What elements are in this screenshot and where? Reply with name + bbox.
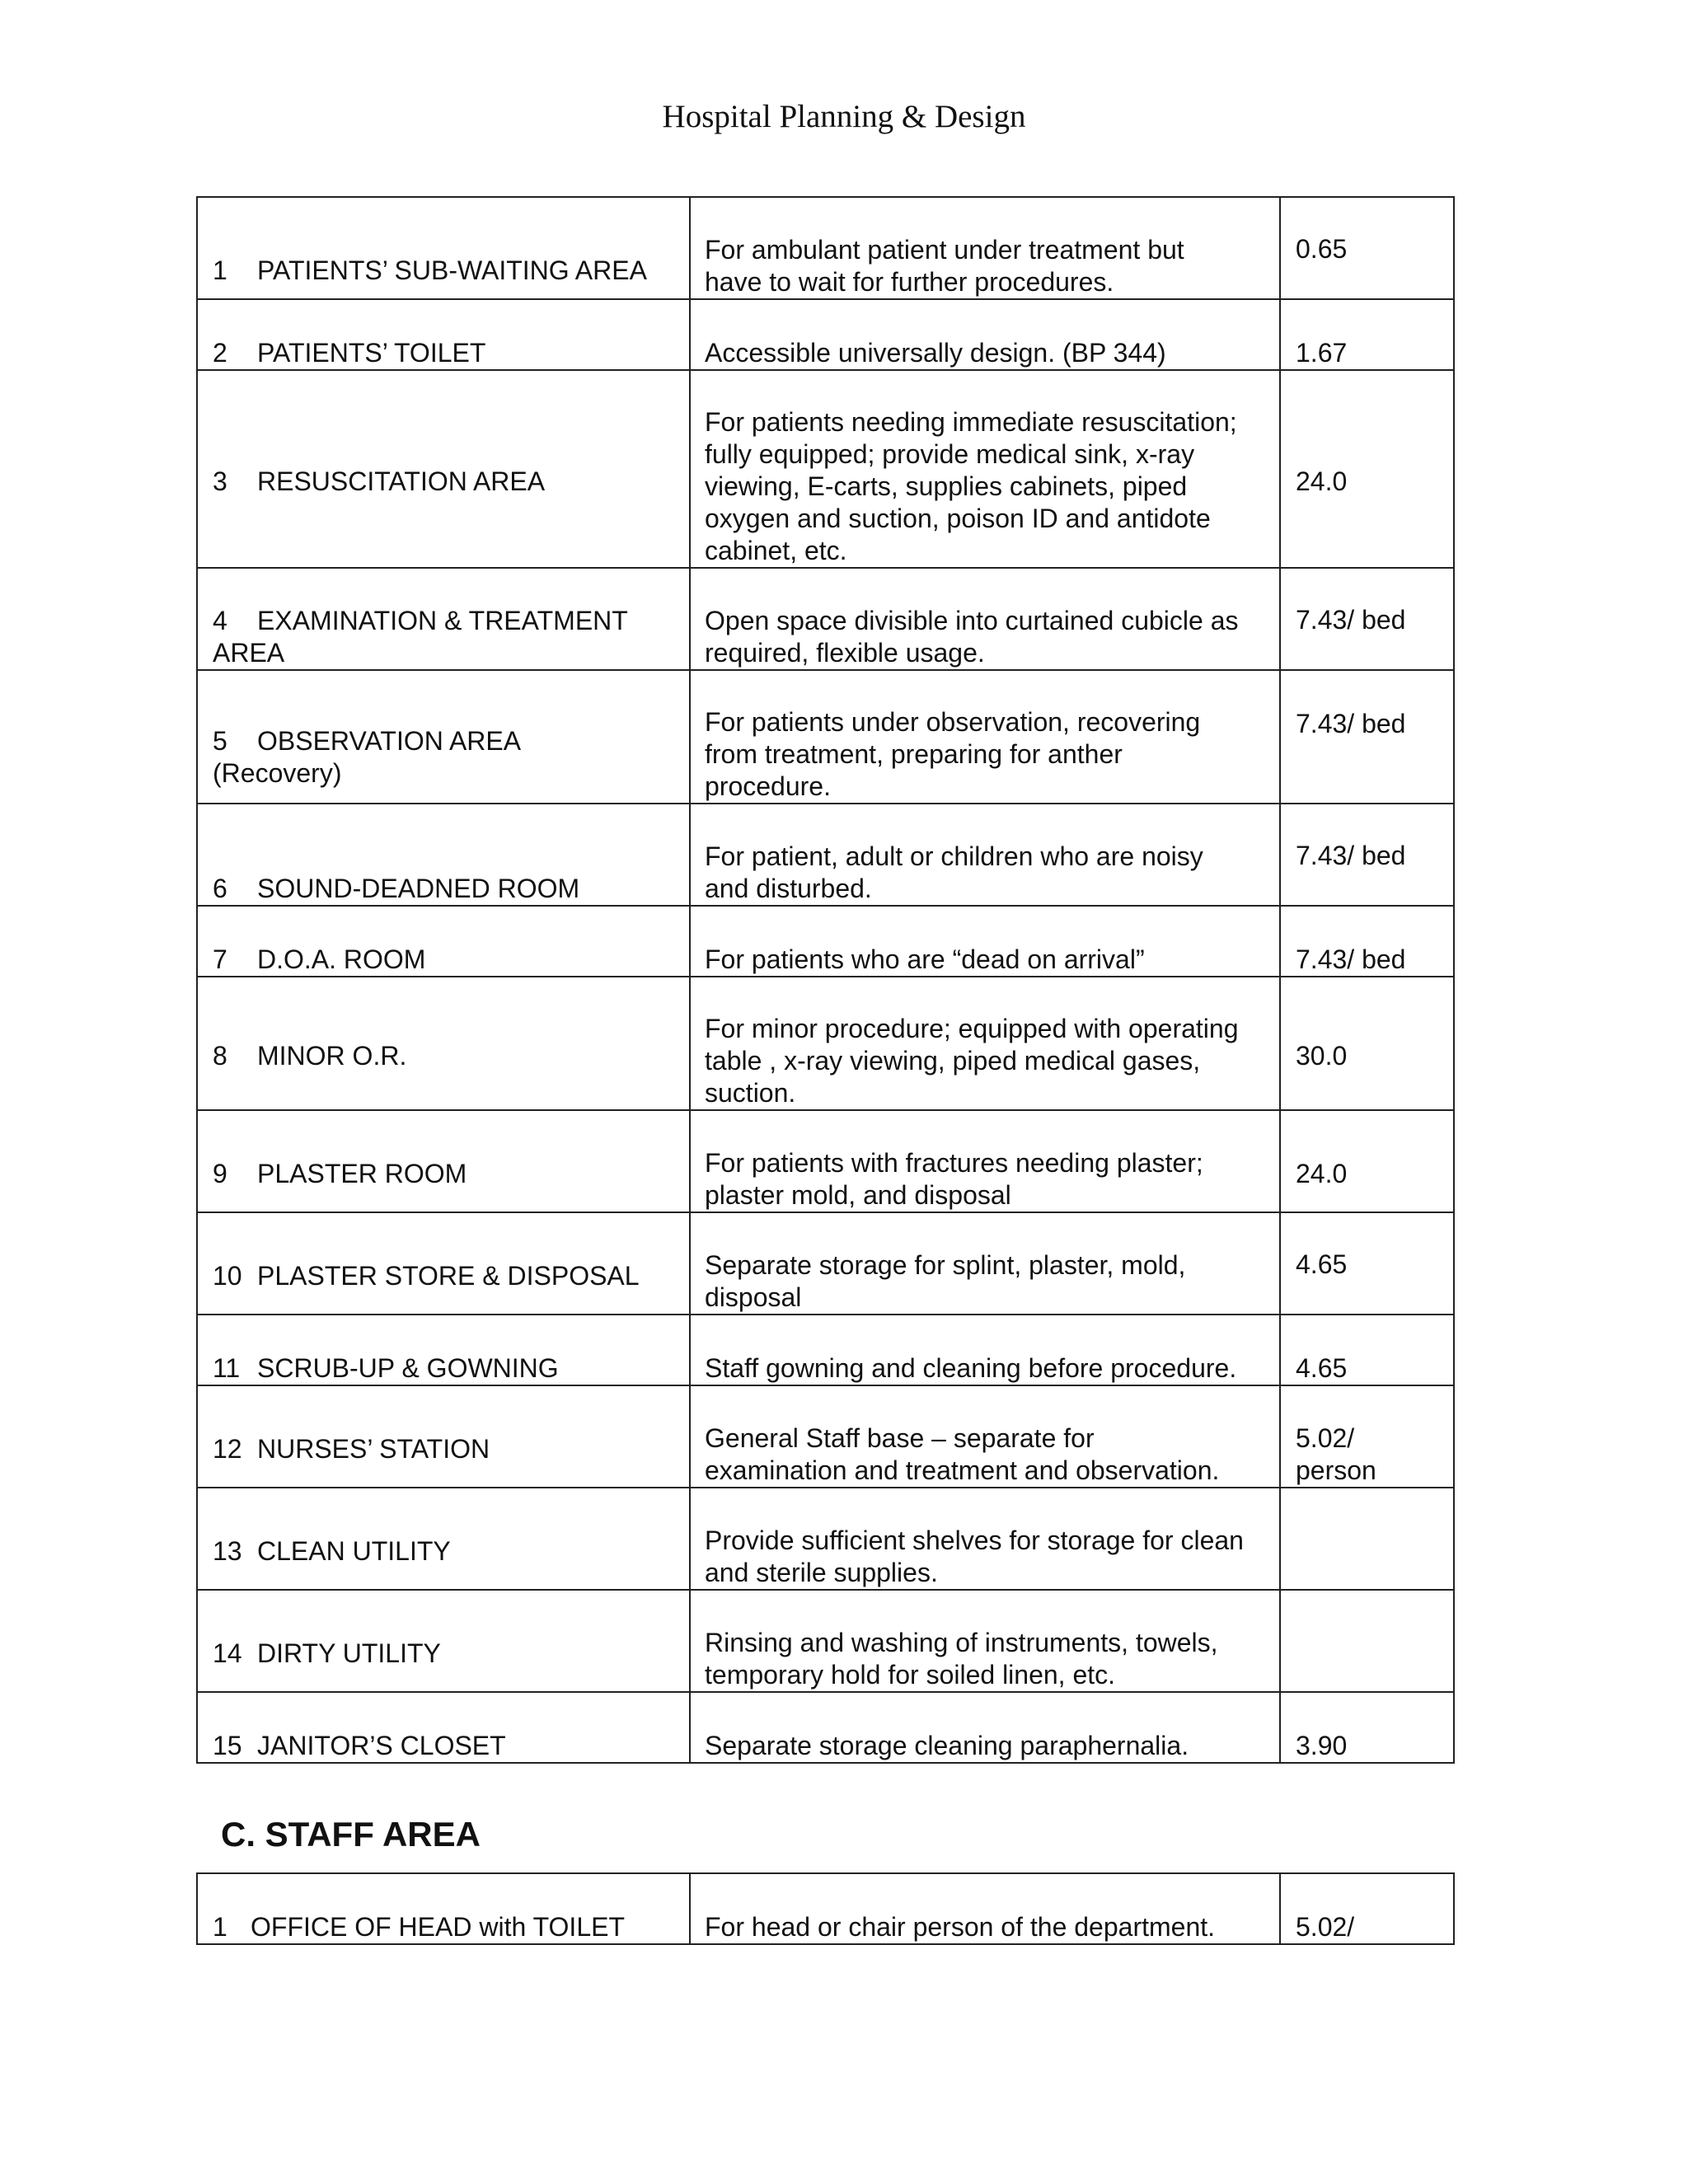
space-cell — [197, 670, 690, 804]
space-name: RESUSCITATION AREA — [257, 466, 546, 496]
table-row — [197, 568, 1454, 670]
remarks-text: Provide sufficient shelves for storage for clean and sterile supplies. — [705, 1526, 1244, 1587]
remarks-text: Staff gowning and cleaning before procedure. — [705, 1353, 1237, 1383]
remarks-cell — [690, 1590, 1280, 1692]
table-row — [197, 1590, 1454, 1692]
space-name: SOUND-DEADNED ROOM — [257, 874, 580, 903]
space-cell — [197, 197, 690, 299]
space-name: PATIENTS’ TOILET — [257, 338, 486, 368]
row-number: 6 — [213, 874, 227, 903]
table-row — [197, 1385, 1454, 1488]
remarks-text: For ambulant patient under treatment but have to wait for further procedures. — [705, 235, 1184, 297]
remarks-cell — [690, 370, 1280, 568]
area-value: 3.90 — [1296, 1731, 1348, 1760]
row-number: 11 — [213, 1353, 241, 1383]
remarks-text: For patient, adult or children who are noisy and disturbed. — [705, 841, 1203, 903]
area-value: 7.43/ bed — [1296, 841, 1406, 870]
area-cell — [1280, 1212, 1454, 1315]
area-value: 4.65 — [1296, 1353, 1348, 1383]
row-number: 3 — [213, 466, 227, 496]
space-cell — [197, 1315, 690, 1385]
page-title: Hospital Planning & Design — [662, 99, 1026, 134]
remarks-cell — [690, 1212, 1280, 1315]
row-number: 15 — [213, 1731, 242, 1760]
space-cell — [197, 1692, 690, 1763]
area-value: 30.0 — [1296, 1040, 1348, 1071]
space-cell — [197, 1110, 690, 1212]
remarks-cell — [690, 1873, 1280, 1944]
remarks-text: Open space divisible into curtained cubicle as required, flexible usage. — [705, 606, 1239, 668]
remarks-text: Accessible universally design. (BP 344) — [705, 338, 1166, 368]
remarks-cell — [690, 299, 1280, 370]
section-heading: C. STAFF AREA — [221, 1815, 481, 1854]
area-cell — [1280, 568, 1454, 670]
space-cell — [197, 568, 690, 670]
space-cell — [197, 299, 690, 370]
remarks-cell — [690, 1692, 1280, 1763]
remarks-text: For minor procedure; equipped with operating table , x-ray viewing, piped medical gases, suction. — [705, 1014, 1239, 1108]
remarks-cell — [690, 906, 1280, 977]
area-cell — [1280, 1692, 1454, 1763]
area-value: 5.02/ person — [1296, 1423, 1376, 1485]
row-number: 14 — [213, 1638, 242, 1668]
space-name: PATIENTS’ SUB-WAITING AREA — [257, 255, 647, 285]
area-cell — [1280, 804, 1454, 906]
space-cell — [197, 370, 690, 568]
remarks-text: For head or chair person of the department. — [705, 1912, 1216, 1942]
area-value: 4.65 — [1296, 1249, 1348, 1279]
row-number: 7 — [213, 944, 227, 974]
remarks-cell — [690, 670, 1280, 804]
remarks-cell — [690, 568, 1280, 670]
remarks-cell — [690, 1110, 1280, 1212]
row-number: 9 — [213, 1158, 227, 1188]
table-row — [197, 1873, 1454, 1944]
row-number: 10 — [213, 1260, 242, 1291]
area-cell — [1280, 1110, 1454, 1212]
space-name: PLASTER STORE & DISPOSAL — [257, 1260, 640, 1291]
remarks-text: Rinsing and washing of instruments, towels, temporary hold for soiled linen, etc. — [705, 1628, 1218, 1690]
row-number: 5 — [213, 726, 227, 756]
space-requirements-table — [196, 196, 1455, 1764]
space-cell — [197, 906, 690, 977]
remarks-text: Separate storage for splint, plaster, mold, disposal — [705, 1250, 1186, 1312]
area-value: 7.43/ bed — [1296, 944, 1406, 974]
space-cell — [197, 1873, 690, 1944]
space-name: SCRUB-UP & GOWNING — [257, 1353, 559, 1383]
space-name: PLASTER ROOM — [257, 1158, 467, 1188]
area-cell — [1280, 906, 1454, 977]
remarks-text: Separate storage cleaning paraphernalia. — [705, 1731, 1189, 1760]
row-number: 12 — [213, 1433, 242, 1464]
space-cell — [197, 1385, 690, 1488]
area-value: 0.65 — [1296, 234, 1348, 264]
table-row — [197, 1110, 1454, 1212]
area-cell — [1280, 370, 1454, 568]
space-cell — [197, 977, 690, 1110]
table-row — [197, 804, 1454, 906]
staff-area-table — [196, 1872, 1455, 1945]
remarks-text: For patients who are “dead on arrival” — [705, 944, 1145, 974]
area-value: 1.67 — [1296, 338, 1348, 368]
table-row — [197, 370, 1454, 568]
space-cell — [197, 1212, 690, 1315]
remarks-cell — [690, 804, 1280, 906]
space-name: CLEAN UTILITY — [257, 1535, 451, 1566]
area-cell — [1280, 299, 1454, 370]
row-number: 2 — [213, 338, 227, 368]
area-cell — [1280, 977, 1454, 1110]
row-number: 1 — [213, 1912, 227, 1942]
remarks-text: For patients under observation, recovering from treatment, preparing for anther procedure. — [705, 707, 1201, 801]
space-cell — [197, 804, 690, 906]
area-value: 7.43/ bed — [1296, 605, 1406, 635]
row-number: 4 — [213, 606, 227, 635]
space-name: D.O.A. ROOM — [257, 944, 426, 974]
row-number: 13 — [213, 1535, 242, 1566]
row-number: 8 — [213, 1040, 227, 1071]
space-name: MINOR O.R. — [257, 1040, 407, 1071]
space-name: OBSERVATION AREA (Recovery) — [213, 726, 522, 788]
area-value: 24.0 — [1296, 1158, 1348, 1188]
remarks-text: General Staff base – separate for examination and treatment and observation. — [705, 1423, 1220, 1485]
area-value: 24.0 — [1296, 466, 1348, 496]
area-cell — [1280, 1385, 1454, 1488]
area-cell — [1280, 1488, 1454, 1590]
remarks-cell — [690, 197, 1280, 299]
area-cell — [1280, 197, 1454, 299]
area-cell — [1280, 1873, 1454, 1944]
space-name: EXAMINATION & TREATMENT AREA — [213, 606, 628, 668]
table-row — [197, 906, 1454, 977]
space-name: OFFICE OF HEAD with TOILET — [251, 1912, 625, 1942]
table-row — [197, 977, 1454, 1110]
area-cell — [1280, 1590, 1454, 1692]
table-row — [197, 1488, 1454, 1590]
space-name: DIRTY UTILITY — [257, 1638, 441, 1668]
table-row — [197, 670, 1454, 804]
remarks-cell — [690, 977, 1280, 1110]
row-number: 1 — [213, 255, 227, 285]
remarks-cell — [690, 1315, 1280, 1385]
table-row — [197, 197, 1454, 299]
space-name: NURSES’ STATION — [257, 1433, 490, 1464]
remarks-cell — [690, 1385, 1280, 1488]
area-cell — [1280, 670, 1454, 804]
remarks-cell — [690, 1488, 1280, 1590]
area-cell — [1280, 1315, 1454, 1385]
table-row — [197, 1692, 1454, 1763]
table-row — [197, 299, 1454, 370]
remarks-text: For patients needing immediate resuscitation; fully equipped; provide medical sink, x-ray viewing, E-carts, supplies cabinets, piped oxygen and suction, poison ID and antidote cabinet, etc. — [705, 407, 1237, 565]
space-name: JANITOR’S CLOSET — [257, 1731, 506, 1760]
space-cell — [197, 1488, 690, 1590]
area-value: 7.43/ bed — [1296, 709, 1406, 738]
table-row — [197, 1315, 1454, 1385]
space-cell — [197, 1590, 690, 1692]
remarks-text: For patients with fractures needing plaster; plaster mold, and disposal — [705, 1148, 1203, 1210]
table-row — [197, 1212, 1454, 1315]
area-value: 5.02/ — [1296, 1912, 1355, 1942]
